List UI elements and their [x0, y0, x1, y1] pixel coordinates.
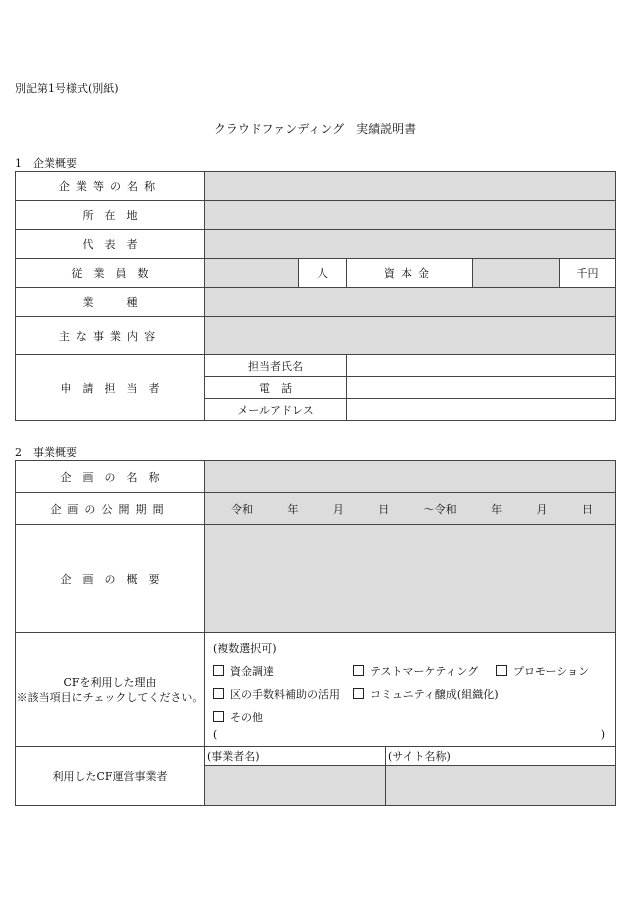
industry-label: 業 種	[16, 288, 205, 317]
industry-field[interactable]	[205, 288, 616, 317]
operator-name-label: (事業者名)	[205, 747, 386, 766]
period-day2: 日	[581, 502, 593, 516]
ward-subsidy-label: 区の手数料補助の活用	[230, 688, 340, 701]
option-test-marketing[interactable]	[353, 660, 478, 683]
period-year1: 年	[287, 502, 299, 516]
main-business-label: 主な事業内容	[16, 317, 205, 355]
funding-label: 資金調達	[230, 665, 274, 678]
project-name-field[interactable]	[205, 461, 616, 493]
option-promotion[interactable]	[496, 660, 589, 683]
section2-title: 2 事業概要	[15, 446, 77, 459]
cf-reason-options	[205, 633, 616, 747]
representative-label: 代 表 者	[16, 230, 205, 259]
option-funding[interactable]	[213, 660, 274, 683]
period-day1: 日	[378, 502, 390, 516]
company-overview-table	[15, 171, 616, 421]
period-year2: 年	[491, 502, 503, 516]
capital-field[interactable]	[473, 259, 560, 288]
period-month2: 月	[536, 502, 548, 516]
contact-name-field[interactable]	[347, 355, 616, 377]
cf-reason-line1: CFを利用した理由	[63, 675, 157, 689]
site-name-field[interactable]	[386, 766, 616, 806]
period-start-era: 令和	[231, 502, 253, 516]
option-ward-subsidy[interactable]	[213, 683, 340, 706]
company-name-field[interactable]	[205, 172, 616, 201]
community-label: コミュニティ醸成(組織化)	[370, 688, 499, 701]
phone-label: 電 話	[205, 377, 347, 399]
main-business-field[interactable]	[205, 317, 616, 355]
community-checkbox[interactable]	[353, 688, 364, 699]
period-month1: 月	[332, 502, 344, 516]
promotion-checkbox[interactable]	[496, 665, 507, 676]
period-end-era: ～令和	[423, 502, 457, 516]
capital-label: 資本金	[347, 259, 473, 288]
option-community[interactable]	[353, 683, 498, 706]
public-period-field[interactable]	[205, 493, 616, 525]
test-marketing-checkbox[interactable]	[353, 665, 364, 676]
applicant-label: 申 請 担 当 者	[16, 355, 205, 421]
project-name-label: 企 画 の 名 称	[16, 461, 205, 493]
email-field[interactable]	[347, 399, 616, 421]
cf-reason-line2: ※該当項目にチェックしてください。	[16, 690, 204, 704]
capital-unit: 千円	[560, 259, 616, 288]
multi-select-note: (複数選択可)	[213, 642, 277, 655]
test-marketing-label: テストマーケティング	[370, 665, 479, 678]
employees-label: 従 業 員 数	[16, 259, 205, 288]
overview-label: 企 画 の 概 要	[16, 525, 205, 633]
project-overview-table	[15, 460, 616, 806]
form-label: 別記第1号様式(別紙)	[15, 82, 119, 95]
employees-field[interactable]	[205, 259, 299, 288]
funding-checkbox[interactable]	[213, 665, 224, 676]
cf-reason-label	[16, 633, 205, 747]
promotion-label: プロモーション	[513, 665, 590, 678]
other-label: その他	[230, 711, 263, 724]
employees-unit: 人	[299, 259, 347, 288]
company-name-label: 企業等の名称	[16, 172, 205, 201]
paren-open: (	[213, 728, 218, 741]
location-label: 所 在 地	[16, 201, 205, 230]
email-label: メールアドレス	[205, 399, 347, 421]
cf-operator-label: 利用したCF運営事業者	[16, 747, 205, 806]
operator-name-field[interactable]	[205, 766, 386, 806]
site-name-label: (サイト名称)	[386, 747, 616, 766]
location-field[interactable]	[205, 201, 616, 230]
section1-title: 1 企業概要	[15, 157, 77, 170]
public-period-label: 企画の公開期間	[16, 493, 205, 525]
overview-field[interactable]	[205, 525, 616, 633]
contact-name-label: 担当者氏名	[205, 355, 347, 377]
paren-close: )	[600, 728, 605, 741]
representative-field[interactable]	[205, 230, 616, 259]
option-other[interactable]	[213, 706, 263, 729]
document-title: クラウドファンディング 実績説明書	[213, 122, 417, 136]
other-checkbox[interactable]	[213, 711, 224, 722]
phone-field[interactable]	[347, 377, 616, 399]
ward-subsidy-checkbox[interactable]	[213, 688, 224, 699]
